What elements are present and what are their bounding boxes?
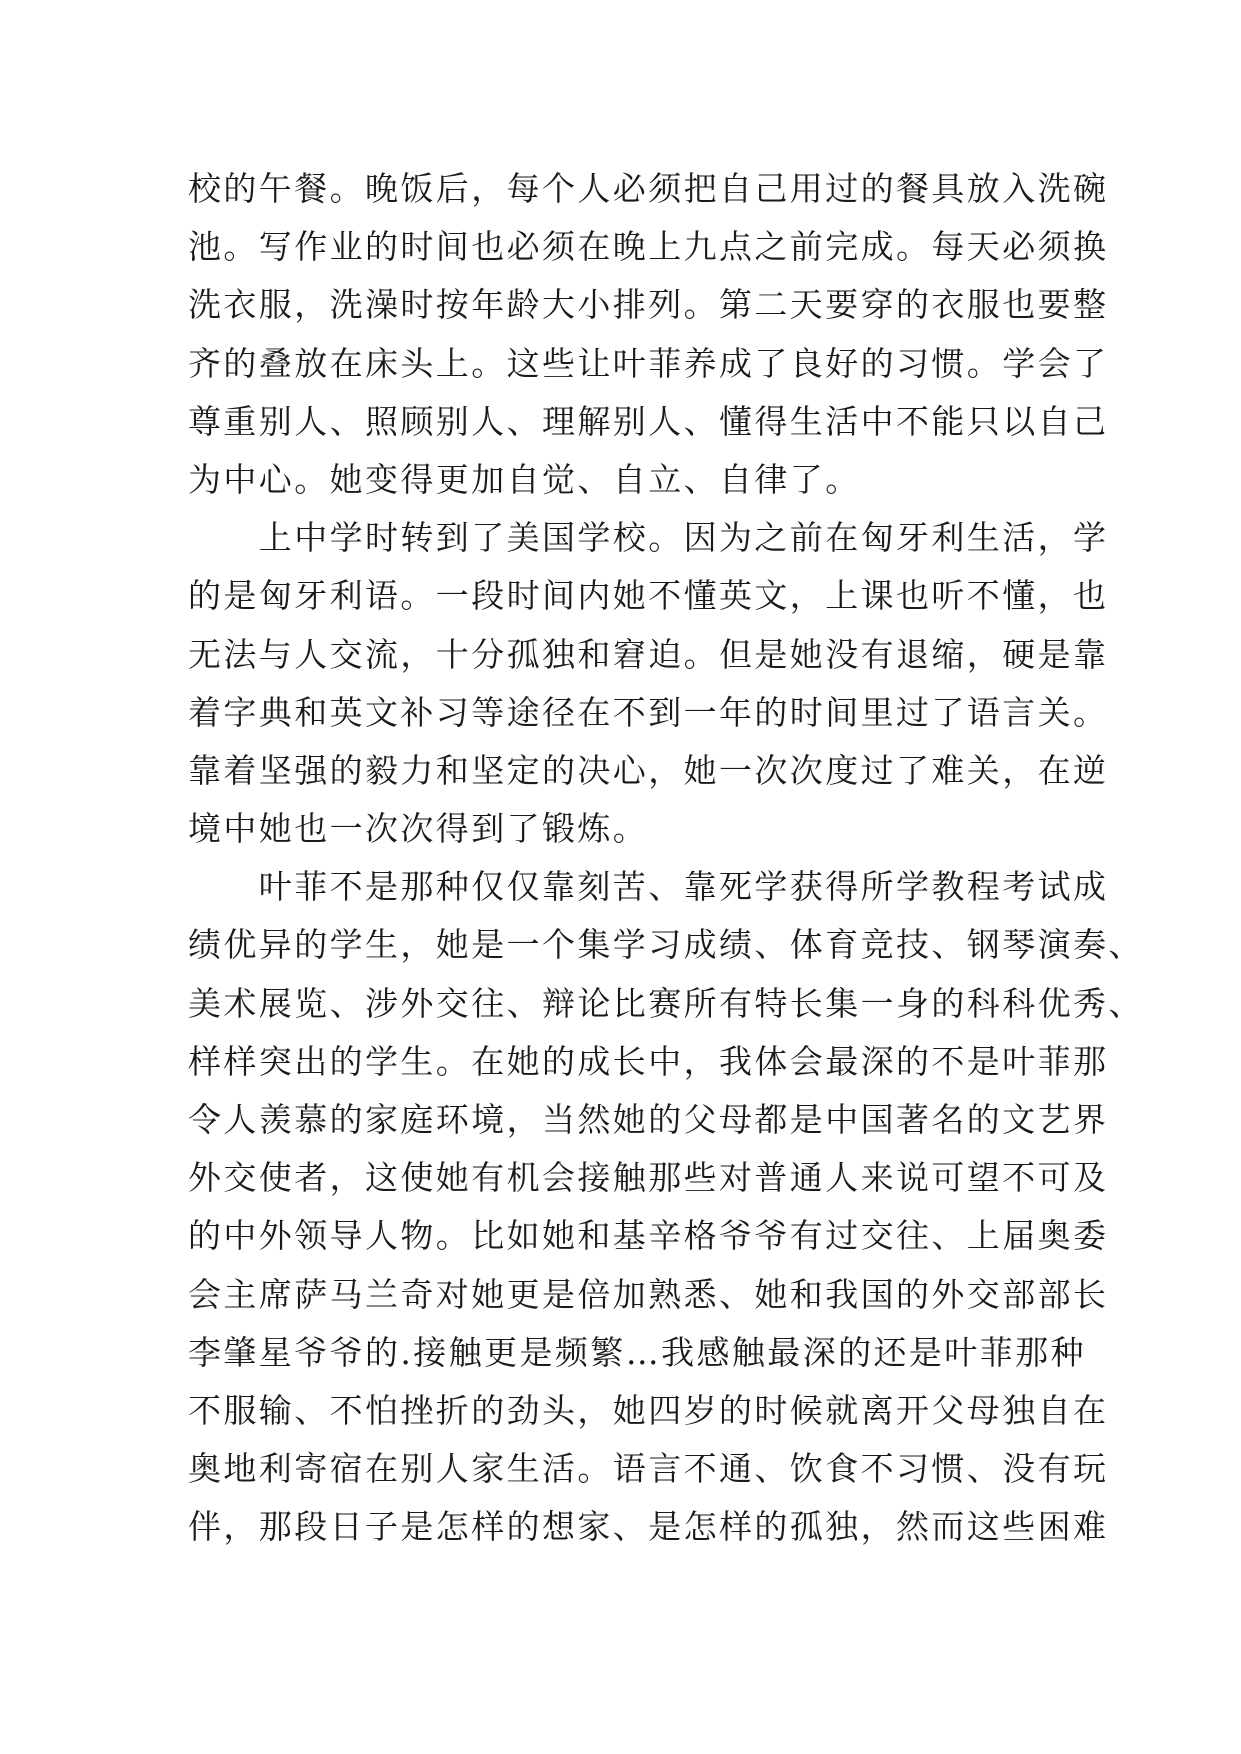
text-line: 的中外领导人物。比如她和基辛格爷爷有过交往、上届奥委 [188,1216,1109,1256]
text-line: 境中她也一次次得到了锻炼。 [188,809,649,849]
text-line: 的是匈牙利语。一段时间内她不懂英文，上课也听不懂，也 [188,576,1109,616]
text-line: 会主席萨马兰奇对她更是倍加熟悉、她和我国的外交部部长 [188,1274,1109,1314]
body-text [188,160,1144,1557]
text-line: 不服输、不怕挫折的劲头，她四岁的时候就离开父母独自在 [188,1390,1109,1430]
text-line: 美术展览、涉外交往、辩论比赛所有特长集一身的科科优秀、 [188,983,1144,1023]
text-line: 上中学时转到了美国学校。因为之前在匈牙利生活，学 [188,518,1109,558]
text-line: 为中心。她变得更加自觉、自立、自律了。 [188,459,861,499]
text-line: 奥地利寄宿在别人家生活。语言不通、饮食不习惯、没有玩 [188,1449,1109,1489]
text-line: 池。写作业的时间也必须在晚上九点之前完成。每天必须换 [188,227,1109,267]
text-line: 李肇星爷爷的.接触更是频繁…我感触最深的还是叶菲那种 [188,1332,1086,1372]
text-line: 令人羡慕的家庭环境，当然她的父母都是中国著名的文艺界 [188,1100,1109,1139]
text-line: 洗衣服，洗澡时按年龄大小排列。第二天要穿的衣服也要整 [188,285,1109,325]
text-line: 绩优异的学生，她是一个集学习成绩、体育竞技、钢琴演奏、 [188,925,1144,965]
text-line: 样样突出的学生。在她的成长中，我体会最深的不是叶菲那 [188,1041,1109,1081]
text-line: 叶菲不是那种仅仅靠刻苦、靠死学获得所学教程考试成 [188,867,1109,907]
text-line: 外交使者，这使她有机会接触那些对普通人来说可望不可及 [188,1158,1109,1198]
text-line: 无法与人交流，十分孤独和窘迫。但是她没有退缩，硬是靠 [188,634,1109,674]
text-line: 校的午餐。晚饭后，每个人必须把自己用过的餐具放入洗碗 [188,169,1109,208]
text-line: 靠着坚强的毅力和坚定的决心，她一次次度过了难关，在逆 [188,750,1109,790]
text-line: 尊重别人、照顾别人、理解别人、懂得生活中不能只以自己 [188,401,1109,441]
text-line: 着字典和英文补习等途径在不到一年的时间里过了语言关。 [188,692,1109,732]
text-line: 齐的叠放在床头上。这些让叶菲养成了良好的习惯。学会了 [188,343,1109,383]
text-line: 伴，那段日子是怎样的想家、是怎样的孤独，然而这些困难 [188,1507,1109,1547]
